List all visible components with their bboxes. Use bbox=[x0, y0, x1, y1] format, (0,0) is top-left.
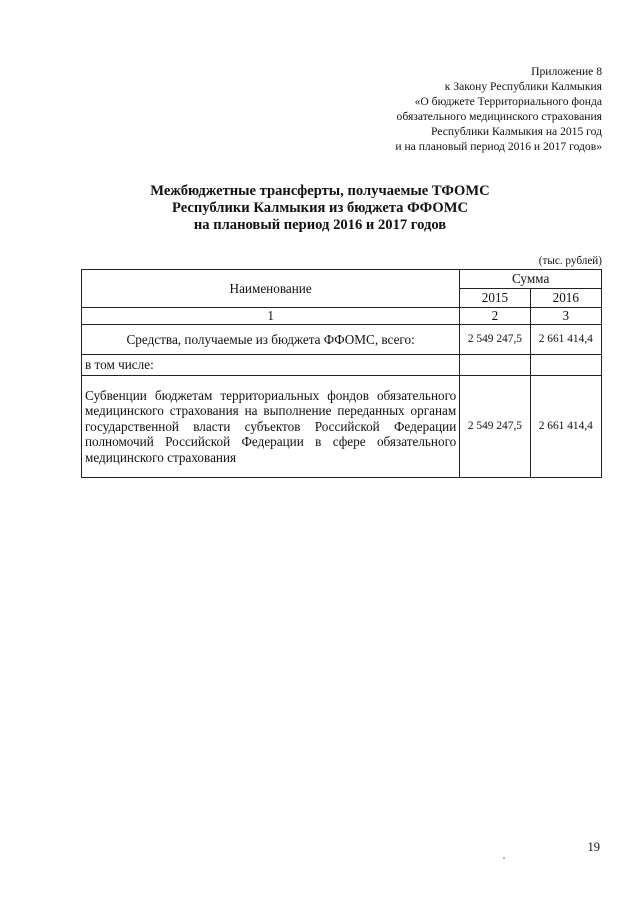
table-row bbox=[82, 376, 602, 478]
row-value-2015: 2 549 247,5 bbox=[460, 376, 530, 478]
table-row bbox=[82, 325, 602, 355]
title-line: Межбюджетные трансферты, получаемые ТФОМС bbox=[150, 183, 490, 199]
header-name: Наименование bbox=[82, 270, 460, 308]
row-value-2016: 2 661 414,4 bbox=[530, 376, 601, 478]
row-value-2015 bbox=[460, 355, 530, 376]
appendix-line: «О бюджете Территориального фонда bbox=[414, 95, 602, 108]
table-row bbox=[82, 355, 602, 376]
row-name: в том числе: bbox=[82, 355, 460, 376]
row-value-2016: 2 661 414,4 bbox=[530, 325, 601, 355]
column-number: 1 bbox=[82, 308, 460, 325]
transfers-table bbox=[81, 269, 602, 478]
header-sum: Сумма bbox=[460, 270, 602, 289]
scan-speck bbox=[503, 857, 505, 859]
column-number-row bbox=[82, 308, 602, 325]
header-row bbox=[82, 270, 602, 289]
title-line: на плановый период 2016 и 2017 годов bbox=[193, 217, 447, 233]
column-number: 3 bbox=[530, 308, 601, 325]
header-year-2015: 2015 bbox=[460, 289, 530, 308]
header-year-2016: 2016 bbox=[530, 289, 601, 308]
units-label: (тыс. рублей) bbox=[538, 255, 602, 267]
row-value-2016 bbox=[530, 355, 601, 376]
appendix-line: обязательного медицинского страхования bbox=[396, 110, 602, 123]
row-name: Средства, получаемые из бюджета ФФОМС, всего: bbox=[82, 325, 460, 355]
appendix-line: Приложение 8 bbox=[531, 65, 602, 78]
appendix-line: к Закону Республики Калмыкия bbox=[444, 80, 602, 93]
title-line: Республики Калмыкия из бюджета ФФОМС bbox=[171, 200, 469, 216]
document-title bbox=[0, 183, 640, 234]
appendix-line: Республики Калмыкия на 2015 год bbox=[430, 125, 602, 138]
column-number: 2 bbox=[460, 308, 530, 325]
row-value-2015: 2 549 247,5 bbox=[460, 325, 530, 355]
appendix-header bbox=[302, 64, 602, 154]
page-number: 19 bbox=[587, 840, 600, 854]
appendix-line: и на плановый период 2016 и 2017 годов» bbox=[395, 140, 602, 153]
row-name: Субвенции бюджетам территориальных фондов обязательного медицинского страхования на выполнение переданных органам государственной власти субъектов Российской Федерации полномочий Российской Федерации в сфере обязательного медицинского страхования bbox=[82, 376, 460, 478]
